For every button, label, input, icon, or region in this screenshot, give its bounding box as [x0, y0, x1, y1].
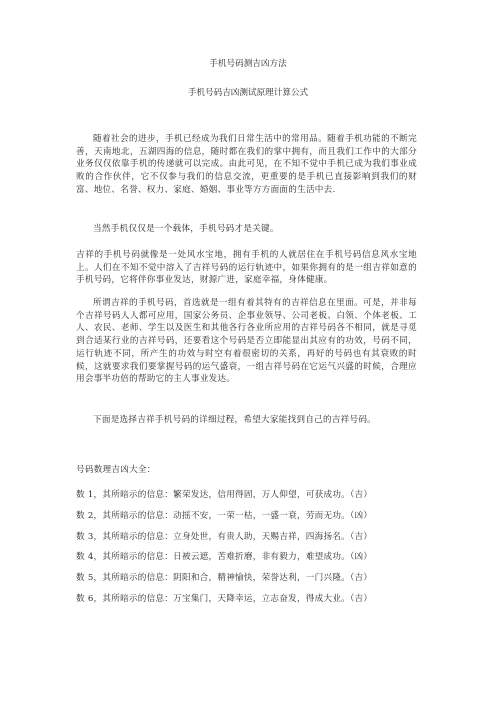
list-heading: 号码数理吉凶大全：	[76, 465, 156, 475]
number-meaning-list	[76, 489, 426, 614]
list-item: 数 4，其所暗示的信息：日被云遮，苦难折磨，非有毅力，难望成功。（凶）	[76, 552, 373, 563]
list-item: 数 1，其所暗示的信息：繁荣发达，信用得固，万人仰望，可获成功。（吉）	[76, 490, 373, 500]
paragraph-intro: 随着社会的进步，手机已经成为我们日常生活中的常用品。随着手机功能的不断完善，天南地北，五湖四海的信息，随时都在我们的掌中拥有，而且我们工作中的大部分业务仅仅依靠手机的传递就可以完成。由此可见，在不知不觉中手机已成为我们事业成败的合作伙伴，它不仅参与我们的信息交流，更重要的是手机已直接影响到我们的财富、地位、名誉、权力、家庭、婚姻、事业等方方面面的生活中去.	[76, 134, 417, 195]
list-item: 数 5，其所暗示的信息：阴阳和合，精神愉快，荣誉达利，一门兴隆。（吉）	[76, 573, 373, 584]
list-item: 数 3，其所暗示的信息：立身处世，有贵人助，天赐吉祥，四海扬名。（吉）	[76, 531, 373, 542]
document-subtitle: 手机号码吉凶测试原理计算公式	[187, 88, 309, 98]
paragraph-key-point: 当然手机仅仅是一个载体，手机号码才是关键。	[93, 224, 279, 234]
paragraph-selection: 所谓吉祥的手机号码，首选就是一组有着其特有的吉祥信息在里面。可是，并非每个吉祥号码人人都可应用，国家公务员、企事业领导、公司老板、白领、个体老板、工人、农民、老师、学生以及医生和其他各行各业所应用的吉祥号码各不相同，就是寻觅到合适某行业的吉祥号码，还要看这个号码是否立即能显出其应有的功效，号码不同，运行轨迹不同，所产生的功效与时空有着很密切的关系，再好的号码也有其衰败的时候，这就要求我们要掌握号码的运气盛衰，一组吉祥号码在它运气兴盛的时候，合理应用会事半功倍的帮助它的主人事业发达。	[76, 298, 417, 385]
paragraph-procedure: 下面是选择吉祥手机号码的详细过程，希望大家能找到自己的吉祥号码。	[93, 415, 377, 425]
document-title: 手机号码测吉凶方法	[209, 59, 287, 69]
paragraph-lucky-number: 吉祥的手机号码就像是一处风水宝地，拥有手机的人就居住在手机号码信息风水宝地上。人们在不知不觉中溶入了吉祥号码的运行轨迹中，如果你拥有的是一组吉祥如意的手机号码，它将伴你事业发达，财源广进，家庭幸福，身体健康。	[76, 250, 417, 286]
list-item: 数 2，其所暗示的信息：动摇不安，一荣一枯，一盛一衰，劳而无功。（凶）	[76, 510, 373, 521]
list-item: 数 6，其所暗示的信息：万宝集门，天降幸运，立志奋发，得成大业。（吉）	[76, 593, 373, 604]
